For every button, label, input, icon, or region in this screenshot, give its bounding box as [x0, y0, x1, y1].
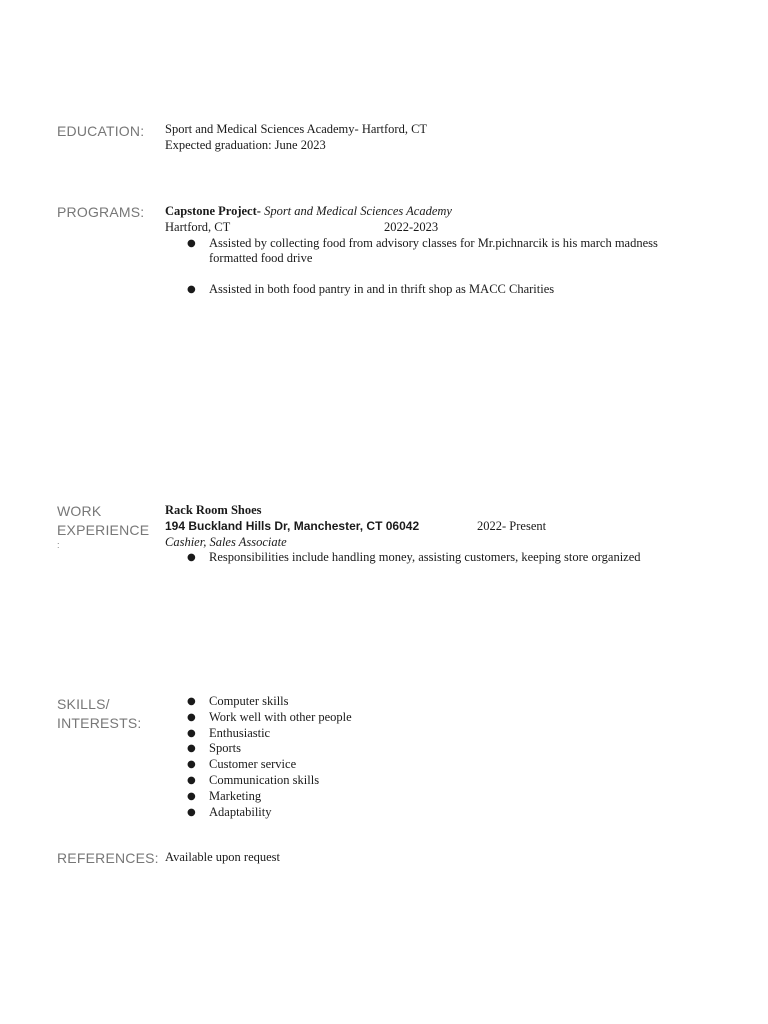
skill-text: Sports	[209, 741, 241, 756]
skill-text: Computer skills	[209, 694, 289, 708]
work-address-row	[165, 519, 725, 535]
work-label	[57, 502, 149, 550]
program-bullet-text: Assisted by collecting food from advisory classes for Mr.pichnarcik is his march madness formatted food drive	[209, 235, 658, 266]
bullet-dot: ●	[187, 759, 196, 771]
work-label-line1: WORK	[57, 503, 102, 519]
skill-text: Communication skills	[209, 772, 320, 787]
program-bullets	[165, 236, 705, 298]
references-text: Available upon request	[165, 850, 281, 864]
bullet-dot: ●	[187, 552, 196, 564]
skill-text: Marketing	[209, 788, 262, 803]
skill-text: Adaptability	[209, 804, 272, 819]
skill-text: Customer service	[209, 757, 297, 772]
work-dates: 2022- Present	[477, 518, 547, 533]
work-bullet-1	[165, 550, 725, 566]
skills-section	[165, 694, 725, 820]
programs-section	[165, 204, 725, 298]
bullet-dot: ●	[187, 727, 196, 739]
bullet-dot: ●	[187, 284, 196, 296]
bullet-dot: ●	[187, 790, 196, 802]
bullet-dot: ●	[187, 806, 196, 818]
program-bullet-2	[165, 282, 705, 298]
education-graduation: Expected graduation: June 2023	[165, 137, 326, 152]
work-bullet-text: Responsibilities include handling money, assisting customers, keeping store organized	[209, 550, 641, 565]
work-label-line3: :	[57, 540, 60, 550]
skill-item	[165, 694, 725, 710]
skill-item	[165, 726, 725, 742]
program-title-italic: Sport and Medical Sciences Academy	[260, 204, 452, 218]
skill-text: Work well with other people	[209, 709, 352, 724]
bullet-dot: ●	[187, 743, 196, 755]
program-bullet-text: Assisted in both food pantry in and in thrift shop as MACC Charities	[209, 282, 555, 297]
bullet-dot: ●	[187, 237, 196, 249]
program-title	[165, 204, 725, 220]
skill-item	[165, 710, 725, 726]
program-location-row	[165, 220, 725, 236]
bullet-dot: ●	[187, 696, 196, 707]
skills-label-line2: INTERESTS:	[57, 715, 142, 731]
education-section	[165, 122, 725, 154]
work-employer: Rack Room Shoes	[165, 503, 262, 517]
skills-label	[57, 695, 141, 733]
skills-label-line1: SKILLS/	[57, 696, 110, 712]
skill-item	[165, 757, 725, 773]
education-school: Sport and Medical Sciences Academy- Hartford, CT	[165, 122, 428, 136]
work-role: Cashier, Sales Associate	[165, 534, 287, 549]
skill-item	[165, 741, 725, 757]
program-title-bold: Capstone Project-	[165, 204, 261, 218]
program-dates: 2022-2023	[384, 219, 439, 234]
work-section	[165, 503, 725, 566]
work-bullets	[165, 550, 725, 566]
bullet-dot: ●	[187, 711, 196, 723]
skill-text: Enthusiastic	[209, 725, 271, 740]
work-address: 194 Buckland Hills Dr, Manchester, CT 06042	[165, 518, 420, 533]
work-label-line2: EXPERIENCE	[57, 522, 150, 538]
references-label: REFERENCES:	[57, 850, 159, 866]
bullet-dot: ●	[187, 774, 196, 786]
program-bullet-1	[165, 236, 705, 268]
education-label: EDUCATION:	[57, 123, 145, 139]
skill-item	[165, 789, 725, 805]
references-section	[165, 850, 725, 866]
skill-item	[165, 805, 725, 821]
skill-item	[165, 773, 725, 789]
programs-label: PROGRAMS:	[57, 204, 145, 220]
skills-list	[165, 694, 725, 820]
program-location: Hartford, CT	[165, 219, 231, 234]
